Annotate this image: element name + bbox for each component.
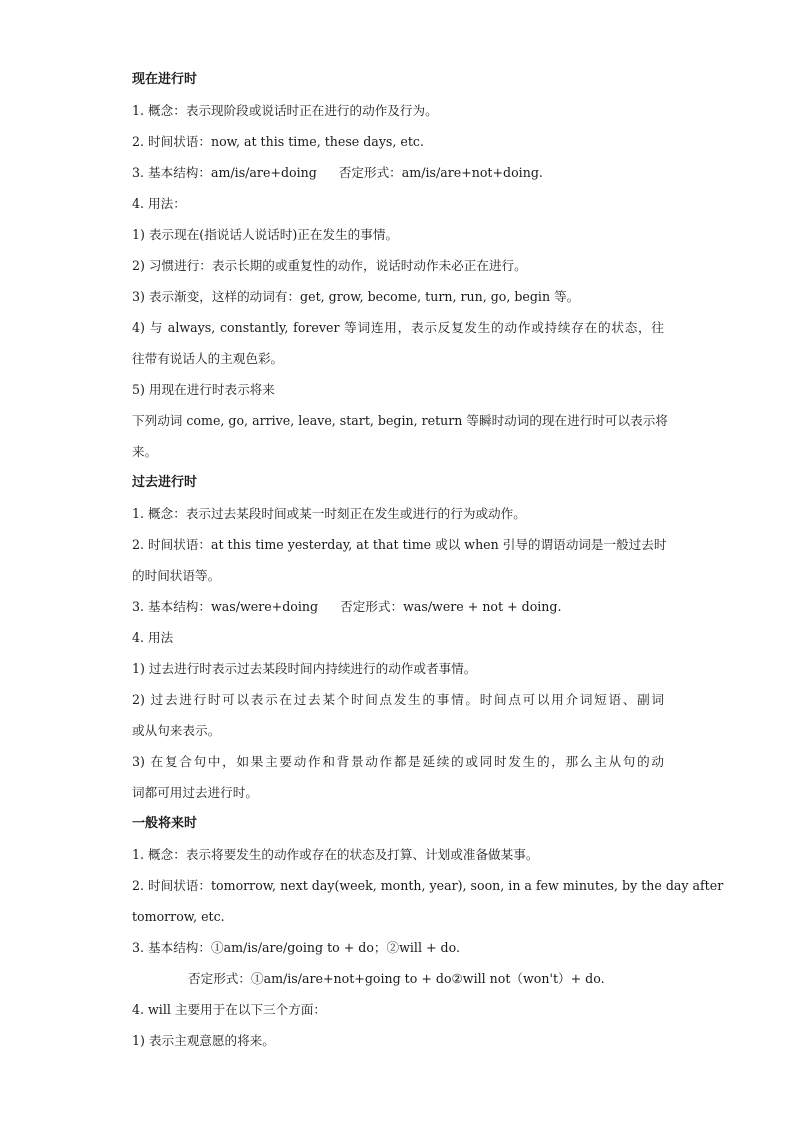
past-continuous-usage-3-cont: 词都可用过去进行时。 bbox=[132, 785, 258, 800]
past-continuous-time-adverbials-cont: 的时间状语等。 bbox=[132, 568, 221, 583]
present-continuous-usage-5-detail: 下列动词 come, go, arrive, leave, start, begin, return 等瞬时动词的现在进行时可以表示将 bbox=[132, 413, 668, 428]
present-continuous-usage-5: 5) 用现在进行时表示将来 bbox=[132, 382, 275, 397]
present-continuous-structure bbox=[132, 157, 664, 188]
past-continuous-usage-1: 1) 过去进行时表示过去某段时间内持续进行的动作或者事情。 bbox=[132, 661, 477, 676]
section-heading-present-continuous: 现在进行时 bbox=[132, 72, 198, 87]
past-continuous-usage-3: 3) 在复合句中，如果主要动作和背景动作都是延续的或同时发生的，那么主从句的动 bbox=[132, 754, 664, 769]
section-heading-simple-future: 一般将来时 bbox=[132, 816, 198, 831]
simple-future-time-adverbials-cont: tomorrow, etc. bbox=[132, 909, 225, 924]
present-continuous-time-adverbials: 2. 时间状语：now, at this time, these days, etc. bbox=[132, 134, 424, 149]
simple-future-will-usage-1: 1) 表示主观意愿的将来。 bbox=[132, 1033, 275, 1048]
present-continuous-usage-3: 3) 表示渐变，这样的动词有：get, grow, become, turn, run, go, begin 等。 bbox=[132, 289, 580, 304]
past-continuous-usage-2-cont: 或从句来表示。 bbox=[132, 723, 221, 738]
present-continuous-usage-2: 2) 习惯进行：表示长期的或重复性的动作，说话时动作未必正在进行。 bbox=[132, 258, 527, 273]
structure-affirmative: 3. 基本结构：was/were+doing bbox=[132, 599, 319, 614]
simple-future-concept: 1. 概念：表示将要发生的动作或存在的状态及打算、计划或准备做某事。 bbox=[132, 847, 539, 862]
section-heading-past-continuous: 过去进行时 bbox=[132, 475, 198, 490]
present-continuous-concept: 1. 概念：表示现阶段或说话时正在进行的动作及行为。 bbox=[132, 103, 438, 118]
structure-negative: 否定形式：was/were + not + doing. bbox=[340, 599, 562, 614]
present-continuous-usage-title: 4. 用法： bbox=[132, 196, 186, 211]
structure-negative: 否定形式：am/is/are+not+doing. bbox=[338, 165, 543, 180]
simple-future-will-usage-title: 4. will 主要用于在以下三个方面： bbox=[132, 1002, 327, 1017]
past-continuous-usage-title: 4. 用法 bbox=[132, 630, 174, 645]
simple-future-negative-form: 否定形式：①am/is/are+not+going to + do②will not（won't）+ do. bbox=[188, 971, 605, 986]
past-continuous-time-adverbials: 2. 时间状语：at this time yesterday, at that time 或以 when 引导的谓语动词是一般过去时 bbox=[132, 537, 667, 552]
past-continuous-concept: 1. 概念：表示过去某段时间或某一时刻正在发生或进行的行为或动作。 bbox=[132, 506, 526, 521]
simple-future-structure: 3. 基本结构：①am/is/are/going to + do；②will + do. bbox=[132, 940, 460, 955]
past-continuous-structure bbox=[132, 591, 664, 622]
present-continuous-usage-5-detail-cont: 来。 bbox=[132, 444, 158, 459]
present-continuous-usage-1: 1) 表示现在(指说话人说话时)正在发生的事情。 bbox=[132, 227, 399, 242]
present-continuous-usage-4-cont: 往带有说话人的主观色彩。 bbox=[132, 351, 284, 366]
structure-affirmative: 3. 基本结构：am/is/are+doing bbox=[132, 165, 317, 180]
present-continuous-usage-4: 4) 与 always, constantly, forever 等词连用，表示反复发生的动作或持续存在的状态，往 bbox=[132, 320, 664, 335]
past-continuous-usage-2: 2) 过去进行时可以表示在过去某个时间点发生的事情。时间点可以用介词短语、副词 bbox=[132, 692, 664, 707]
document-page bbox=[132, 64, 724, 1056]
simple-future-time-adverbials: 2. 时间状语：tomorrow, next day(week, month, year), soon, in a few minutes, by the day after bbox=[132, 878, 724, 893]
